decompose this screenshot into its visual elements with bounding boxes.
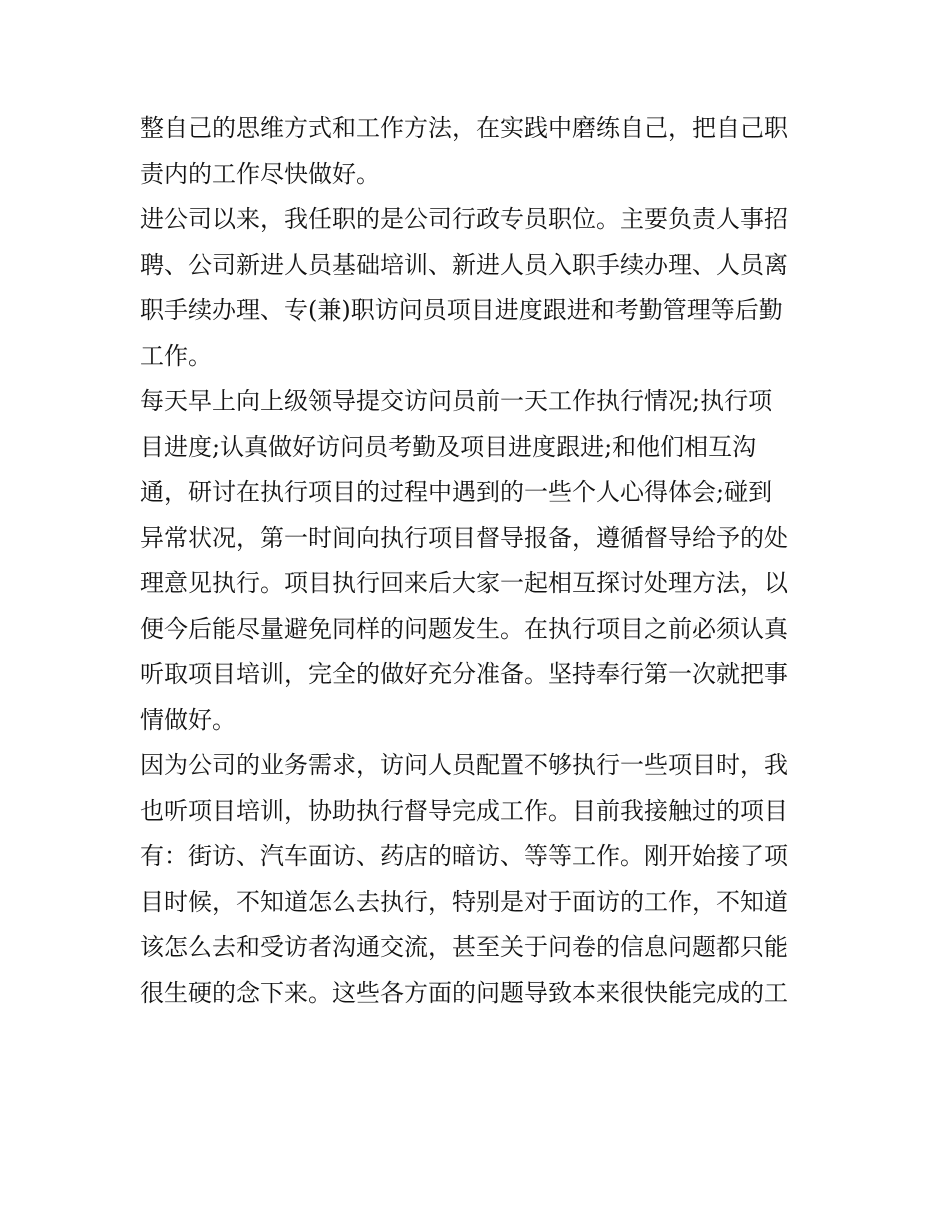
text-line: 便今后能尽量避免同样的问题发生。在执行项目之前必须认真 — [140, 614, 788, 643]
text-line: 每天早上向上级领导提交访问员前一天工作执行情况;执行项 — [140, 387, 773, 415]
text-line: 因为公司的业务需求，访问人员配置不够执行一些项目时，我 — [140, 751, 788, 779]
text-line: 进公司以来，我任职的是公司行政专员职位。主要负责人事招 — [140, 205, 788, 233]
text-line: 聘、公司新进人员基础培训、新进人员入职手续办理、人员离 — [140, 250, 788, 279]
text-line: 整自己的思维方式和工作方法，在实践中磨练自己，把自己职 — [140, 114, 788, 142]
text-line: 异常状况，第一时间向执行项目督导报备，遵循督导给予的处 — [140, 523, 788, 552]
text-line: 目时候，不知道怎么去执行，特别是对于面访的工作，不知道 — [140, 887, 788, 916]
text-line: 该怎么去和受访者沟通交流，甚至关于问卷的信息问题都只能 — [140, 933, 788, 961]
text-line: 理意见执行。项目执行回来后大家一起相互探讨处理方法，以 — [140, 569, 788, 597]
text-line: 职手续办理、专(兼)职访问员项目进度跟进和考勤管理等后勤 — [140, 296, 783, 324]
text-line: 工作。 — [140, 341, 212, 370]
text-line: 很生硬的念下来。这些各方面的问题导致本来很快能完成的工 — [140, 978, 788, 1007]
text-line: 责内的工作尽快做好。 — [140, 159, 380, 188]
document-body — [140, 106, 812, 1016]
text-line: 也听项目培训，协助执行督导完成工作。目前我接触过的项目 — [140, 796, 788, 825]
text-line: 目进度;认真做好访问员考勤及项目进度跟进;和他们相互沟 — [140, 432, 757, 461]
text-line: 通，研讨在执行项目的过程中遇到的一些个人心得体会;碰到 — [140, 478, 773, 506]
text-line: 有：街访、汽车面访、药店的暗访、等等工作。刚开始接了项 — [140, 842, 788, 870]
text-line: 听取项目培训，完全的做好充分准备。坚持奉行第一次就把事 — [140, 660, 788, 688]
text-line: 情做好。 — [140, 705, 236, 734]
